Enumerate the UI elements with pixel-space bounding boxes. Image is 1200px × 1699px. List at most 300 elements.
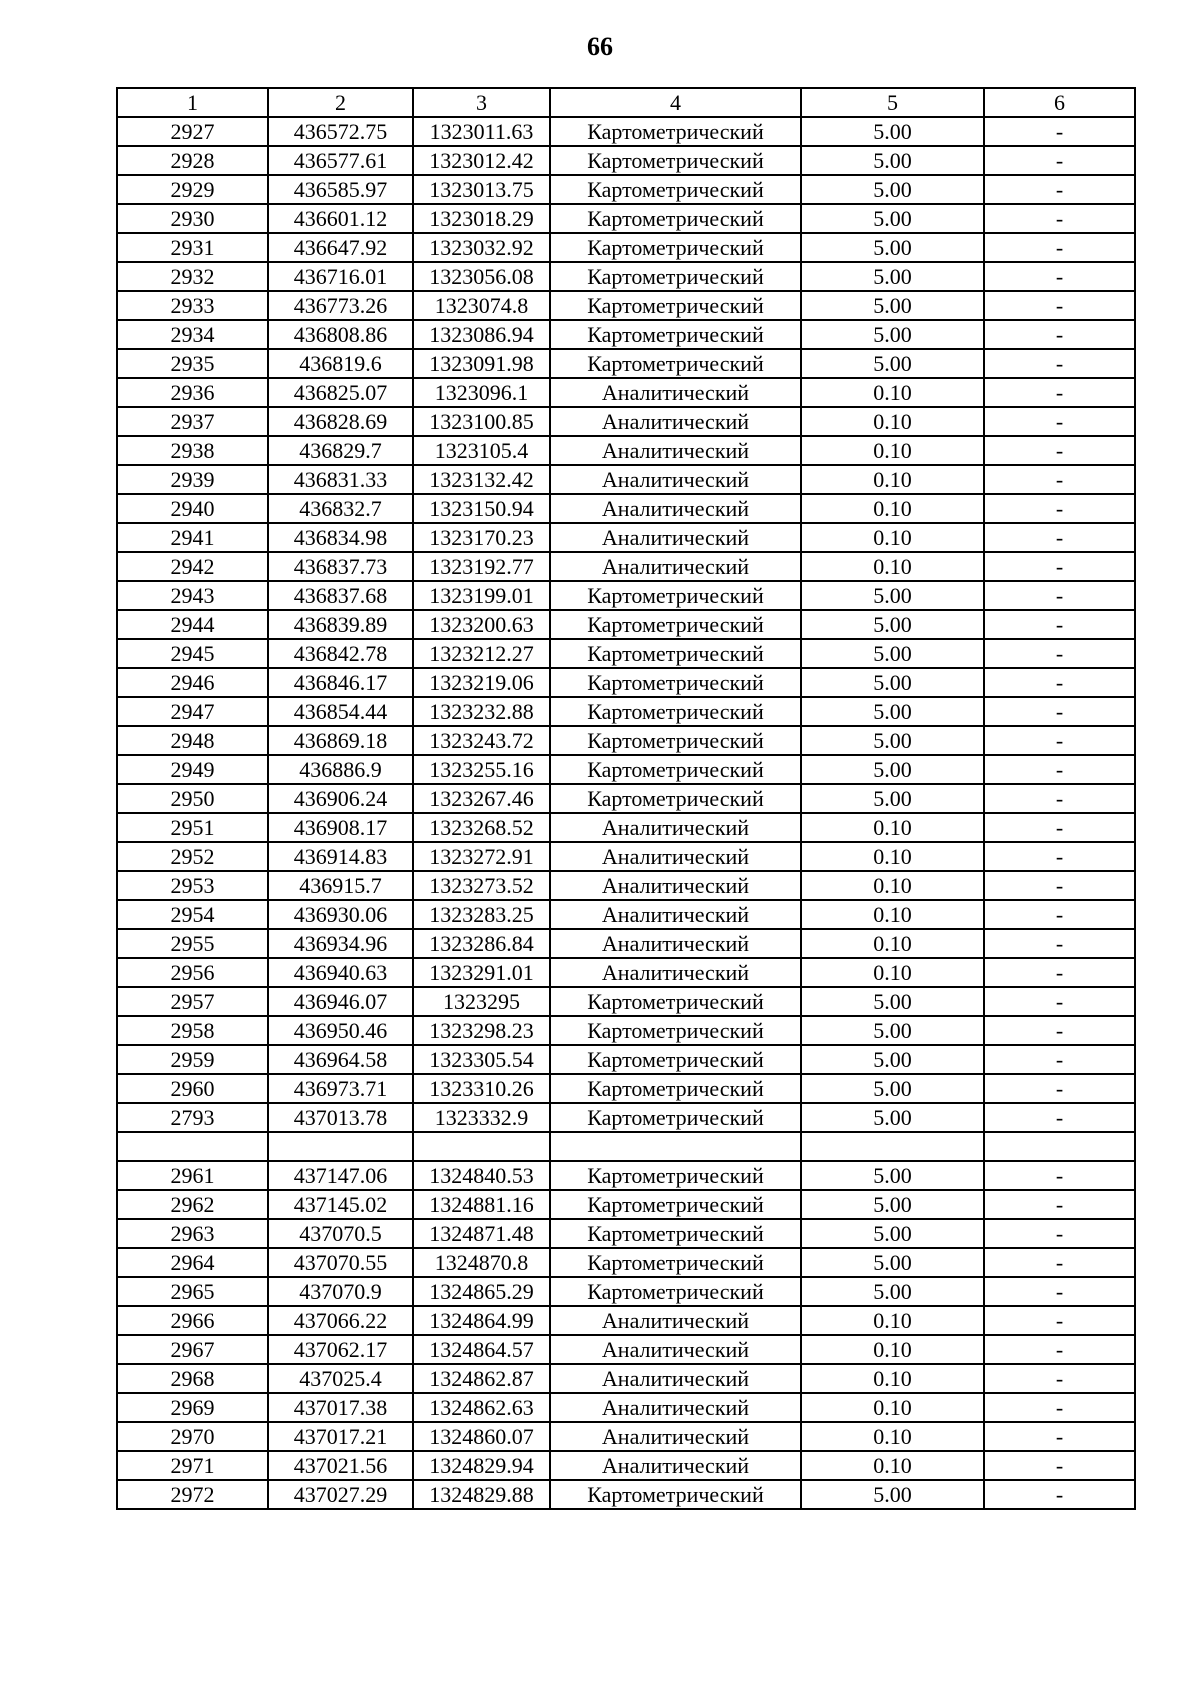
table-row [117,958,1135,987]
method-cell: Картометрический [550,1074,801,1103]
description-cell: - [984,1016,1135,1045]
description-cell: - [984,929,1135,958]
column-header: 6 [984,88,1135,117]
y-coordinate-cell: 1323100.85 [413,407,550,436]
table-row [117,842,1135,871]
x-coordinate-cell: 436950.46 [268,1016,413,1045]
table-row [117,1074,1135,1103]
description-cell: - [984,1190,1135,1219]
description-cell: - [984,233,1135,262]
accuracy-cell: 0.10 [801,842,984,871]
description-cell: - [984,1219,1135,1248]
accuracy-cell: 5.00 [801,610,984,639]
x-coordinate-cell: 436854.44 [268,697,413,726]
table-row [117,1480,1135,1509]
description-cell: - [984,378,1135,407]
method-cell [550,1132,801,1161]
point-number-cell: 2937 [117,407,268,436]
accuracy-cell: 5.00 [801,1161,984,1190]
column-header: 4 [550,88,801,117]
point-number-cell: 2946 [117,668,268,697]
table-row [117,204,1135,233]
column-header: 1 [117,88,268,117]
point-number-cell: 2959 [117,1045,268,1074]
y-coordinate-cell: 1323091.98 [413,349,550,378]
x-coordinate-cell: 437027.29 [268,1480,413,1509]
method-cell: Картометрический [550,349,801,378]
table-row [117,1190,1135,1219]
accuracy-cell: 0.10 [801,1335,984,1364]
accuracy-cell: 5.00 [801,117,984,146]
y-coordinate-cell: 1323273.52 [413,871,550,900]
method-cell: Аналитический [550,494,801,523]
y-coordinate-cell: 1323199.01 [413,581,550,610]
accuracy-cell: 5.00 [801,1277,984,1306]
description-cell: - [984,1248,1135,1277]
point-number-cell: 2928 [117,146,268,175]
y-coordinate-cell: 1324864.99 [413,1306,550,1335]
x-coordinate-cell: 436832.7 [268,494,413,523]
point-number-cell: 2953 [117,871,268,900]
method-cell: Картометрический [550,146,801,175]
point-number-cell: 2944 [117,610,268,639]
method-cell: Аналитический [550,465,801,494]
description-cell: - [984,1161,1135,1190]
point-number-cell: 2943 [117,581,268,610]
description-cell: - [984,697,1135,726]
table-row [117,987,1135,1016]
description-cell [984,1132,1135,1161]
point-number-cell: 2931 [117,233,268,262]
description-cell: - [984,1074,1135,1103]
table-row [117,755,1135,784]
point-number-cell: 2965 [117,1277,268,1306]
table-row [117,465,1135,494]
accuracy-cell: 0.10 [801,1422,984,1451]
y-coordinate-cell: 1323332.9 [413,1103,550,1132]
y-coordinate-cell: 1324840.53 [413,1161,550,1190]
x-coordinate-cell: 436906.24 [268,784,413,813]
point-number-cell: 2939 [117,465,268,494]
accuracy-cell: 0.10 [801,436,984,465]
method-cell: Картометрический [550,204,801,233]
description-cell: - [984,552,1135,581]
accuracy-cell: 5.00 [801,668,984,697]
method-cell: Картометрический [550,1219,801,1248]
description-cell: - [984,349,1135,378]
method-cell: Аналитический [550,1335,801,1364]
description-cell: - [984,465,1135,494]
method-cell: Картометрический [550,639,801,668]
point-number-cell: 2945 [117,639,268,668]
point-number-cell: 2962 [117,1190,268,1219]
description-cell: - [984,668,1135,697]
table-row [117,1451,1135,1480]
description-cell: - [984,1306,1135,1335]
y-coordinate-cell: 1323295 [413,987,550,1016]
point-number-cell: 2966 [117,1306,268,1335]
point-number-cell: 2932 [117,262,268,291]
table-row [117,1016,1135,1045]
table-row [117,262,1135,291]
table-row [117,1045,1135,1074]
accuracy-cell: 5.00 [801,204,984,233]
method-cell: Аналитический [550,1422,801,1451]
point-number-cell: 2934 [117,320,268,349]
method-cell: Аналитический [550,842,801,871]
table-row [117,929,1135,958]
accuracy-cell: 5.00 [801,233,984,262]
description-cell: - [984,842,1135,871]
x-coordinate-cell: 436834.98 [268,523,413,552]
table-row [117,813,1135,842]
page-number: 66 [587,32,613,61]
table-row [117,291,1135,320]
description-cell: - [984,987,1135,1016]
description-cell: - [984,1364,1135,1393]
accuracy-cell: 5.00 [801,755,984,784]
accuracy-cell: 5.00 [801,1074,984,1103]
method-cell: Картометрический [550,697,801,726]
point-number-cell: 2958 [117,1016,268,1045]
method-cell: Аналитический [550,378,801,407]
table-row [117,639,1135,668]
table-row [117,900,1135,929]
description-cell: - [984,726,1135,755]
accuracy-cell: 5.00 [801,1045,984,1074]
x-coordinate-cell: 437017.21 [268,1422,413,1451]
y-coordinate-cell: 1323096.1 [413,378,550,407]
x-coordinate-cell: 437025.4 [268,1364,413,1393]
accuracy-cell: 5.00 [801,262,984,291]
y-coordinate-cell: 1323232.88 [413,697,550,726]
table-row [117,1364,1135,1393]
point-number-cell: 2938 [117,436,268,465]
method-cell: Картометрический [550,1190,801,1219]
point-number-cell: 2927 [117,117,268,146]
table-row [117,610,1135,639]
x-coordinate-cell: 436829.7 [268,436,413,465]
y-coordinate-cell: 1324864.57 [413,1335,550,1364]
point-number-cell: 2952 [117,842,268,871]
accuracy-cell: 5.00 [801,784,984,813]
table-row [117,407,1135,436]
table-row [117,378,1135,407]
point-number-cell: 2960 [117,1074,268,1103]
point-number-cell: 2961 [117,1161,268,1190]
description-cell: - [984,900,1135,929]
accuracy-cell: 5.00 [801,987,984,1016]
y-coordinate-cell: 1324829.88 [413,1480,550,1509]
method-cell: Аналитический [550,813,801,842]
description-cell: - [984,784,1135,813]
y-coordinate-cell: 1324870.8 [413,1248,550,1277]
x-coordinate-cell: 437021.56 [268,1451,413,1480]
accuracy-cell: 5.00 [801,1480,984,1509]
x-coordinate-cell: 436585.97 [268,175,413,204]
point-number-cell: 2972 [117,1480,268,1509]
table-row [117,726,1135,755]
accuracy-cell: 5.00 [801,1219,984,1248]
y-coordinate-cell: 1323105.4 [413,436,550,465]
x-coordinate-cell: 436839.89 [268,610,413,639]
point-number-cell: 2963 [117,1219,268,1248]
accuracy-cell: 0.10 [801,871,984,900]
x-coordinate-cell: 436964.58 [268,1045,413,1074]
method-cell: Картометрический [550,262,801,291]
x-coordinate-cell: 437070.55 [268,1248,413,1277]
method-cell: Картометрический [550,1248,801,1277]
point-number-cell: 2941 [117,523,268,552]
x-coordinate-cell: 436808.86 [268,320,413,349]
point-number-cell: 2948 [117,726,268,755]
table-row [117,552,1135,581]
point-number-cell: 2942 [117,552,268,581]
y-coordinate-cell: 1323219.06 [413,668,550,697]
table-row [117,1219,1135,1248]
y-coordinate-cell: 1323132.42 [413,465,550,494]
point-number-cell: 2793 [117,1103,268,1132]
method-cell: Картометрический [550,987,801,1016]
accuracy-cell: 5.00 [801,726,984,755]
accuracy-cell: 5.00 [801,1248,984,1277]
method-cell: Картометрический [550,291,801,320]
y-coordinate-cell: 1323018.29 [413,204,550,233]
description-cell: - [984,639,1135,668]
x-coordinate-cell: 436886.9 [268,755,413,784]
description-cell: - [984,1045,1135,1074]
accuracy-cell: 0.10 [801,1393,984,1422]
y-coordinate-cell: 1324860.07 [413,1422,550,1451]
x-coordinate-cell: 436915.7 [268,871,413,900]
y-coordinate-cell: 1324881.16 [413,1190,550,1219]
point-number-cell [117,1132,268,1161]
method-cell: Картометрический [550,117,801,146]
method-cell: Аналитический [550,958,801,987]
point-number-cell: 2967 [117,1335,268,1364]
x-coordinate-cell: 437013.78 [268,1103,413,1132]
method-cell: Картометрический [550,1480,801,1509]
y-coordinate-cell: 1323291.01 [413,958,550,987]
y-coordinate-cell: 1323310.26 [413,1074,550,1103]
description-cell: - [984,1393,1135,1422]
x-coordinate-cell: 437066.22 [268,1306,413,1335]
description-cell: - [984,1103,1135,1132]
point-number-cell: 2954 [117,900,268,929]
method-cell: Аналитический [550,871,801,900]
table-row [117,1132,1135,1161]
point-number-cell: 2947 [117,697,268,726]
point-number-cell: 2951 [117,813,268,842]
method-cell: Картометрический [550,755,801,784]
table-row [117,1248,1135,1277]
point-number-cell: 2936 [117,378,268,407]
point-number-cell: 2930 [117,204,268,233]
x-coordinate-cell: 436572.75 [268,117,413,146]
table-row [117,523,1135,552]
point-number-cell: 2970 [117,1422,268,1451]
method-cell: Картометрический [550,233,801,262]
method-cell: Аналитический [550,900,801,929]
description-cell: - [984,436,1135,465]
method-cell: Картометрический [550,581,801,610]
table-row [117,494,1135,523]
description-cell: - [984,1451,1135,1480]
x-coordinate-cell: 436973.71 [268,1074,413,1103]
description-cell: - [984,958,1135,987]
y-coordinate-cell: 1323056.08 [413,262,550,291]
accuracy-cell [801,1132,984,1161]
description-cell: - [984,1480,1135,1509]
description-cell: - [984,1277,1135,1306]
accuracy-cell: 0.10 [801,407,984,436]
accuracy-cell: 5.00 [801,291,984,320]
x-coordinate-cell: 436846.17 [268,668,413,697]
method-cell: Аналитический [550,1451,801,1480]
x-coordinate-cell: 437147.06 [268,1161,413,1190]
method-cell: Картометрический [550,668,801,697]
table-row [117,1103,1135,1132]
description-cell: - [984,1422,1135,1451]
table-row [117,117,1135,146]
accuracy-cell: 0.10 [801,494,984,523]
accuracy-cell: 0.10 [801,465,984,494]
x-coordinate-cell: 436601.12 [268,204,413,233]
accuracy-cell: 0.10 [801,1306,984,1335]
accuracy-cell: 0.10 [801,1364,984,1393]
y-coordinate-cell: 1323268.52 [413,813,550,842]
description-cell: - [984,871,1135,900]
column-header: 3 [413,88,550,117]
point-number-cell: 2950 [117,784,268,813]
x-coordinate-cell: 437070.5 [268,1219,413,1248]
accuracy-cell: 0.10 [801,552,984,581]
y-coordinate-cell: 1323305.54 [413,1045,550,1074]
accuracy-cell: 0.10 [801,958,984,987]
table-row [117,581,1135,610]
point-number-cell: 2971 [117,1451,268,1480]
x-coordinate-cell: 436716.01 [268,262,413,291]
y-coordinate-cell: 1324862.87 [413,1364,550,1393]
method-cell: Картометрический [550,1161,801,1190]
y-coordinate-cell: 1323283.25 [413,900,550,929]
point-number-cell: 2929 [117,175,268,204]
y-coordinate-cell: 1323298.23 [413,1016,550,1045]
x-coordinate-cell: 437070.9 [268,1277,413,1306]
point-number-cell: 2957 [117,987,268,1016]
table-row [117,233,1135,262]
accuracy-cell: 0.10 [801,813,984,842]
table-header-row [117,88,1135,117]
accuracy-cell: 5.00 [801,1016,984,1045]
x-coordinate-cell: 436577.61 [268,146,413,175]
description-cell: - [984,320,1135,349]
table-row [117,668,1135,697]
x-coordinate-cell: 436773.26 [268,291,413,320]
y-coordinate-cell [413,1132,550,1161]
accuracy-cell: 5.00 [801,349,984,378]
point-number-cell: 2949 [117,755,268,784]
description-cell: - [984,262,1135,291]
x-coordinate-cell: 436842.78 [268,639,413,668]
accuracy-cell: 5.00 [801,1190,984,1219]
table-body [117,117,1135,1509]
accuracy-cell: 0.10 [801,1451,984,1480]
x-coordinate-cell: 436914.83 [268,842,413,871]
accuracy-cell: 5.00 [801,639,984,668]
table-row [117,871,1135,900]
x-coordinate-cell: 436825.07 [268,378,413,407]
x-coordinate-cell: 436647.92 [268,233,413,262]
y-coordinate-cell: 1323212.27 [413,639,550,668]
x-coordinate-cell: 437017.38 [268,1393,413,1422]
point-number-cell: 2935 [117,349,268,378]
point-number-cell: 2940 [117,494,268,523]
x-coordinate-cell [268,1132,413,1161]
x-coordinate-cell: 436837.73 [268,552,413,581]
point-number-cell: 2955 [117,929,268,958]
description-cell: - [984,291,1135,320]
description-cell: - [984,1335,1135,1364]
coordinates-table [116,87,1136,1510]
table-row [117,1335,1135,1364]
column-header: 2 [268,88,413,117]
accuracy-cell: 5.00 [801,320,984,349]
accuracy-cell: 5.00 [801,697,984,726]
method-cell: Аналитический [550,523,801,552]
description-cell: - [984,755,1135,784]
table-row [117,1393,1135,1422]
method-cell: Картометрический [550,1016,801,1045]
description-cell: - [984,581,1135,610]
table-row [117,1161,1135,1190]
y-coordinate-cell: 1323200.63 [413,610,550,639]
method-cell: Картометрический [550,1103,801,1132]
method-cell: Аналитический [550,1364,801,1393]
table-row [117,349,1135,378]
description-cell: - [984,494,1135,523]
y-coordinate-cell: 1323086.94 [413,320,550,349]
method-cell: Картометрический [550,175,801,204]
y-coordinate-cell: 1323272.91 [413,842,550,871]
method-cell: Картометрический [550,726,801,755]
description-cell: - [984,523,1135,552]
method-cell: Картометрический [550,784,801,813]
table-row [117,436,1135,465]
description-cell: - [984,610,1135,639]
y-coordinate-cell: 1323074.8 [413,291,550,320]
accuracy-cell: 5.00 [801,581,984,610]
description-cell: - [984,117,1135,146]
point-number-cell: 2964 [117,1248,268,1277]
y-coordinate-cell: 1323267.46 [413,784,550,813]
accuracy-cell: 5.00 [801,146,984,175]
accuracy-cell: 0.10 [801,378,984,407]
accuracy-cell: 5.00 [801,1103,984,1132]
table-row [117,320,1135,349]
method-cell: Картометрический [550,1045,801,1074]
x-coordinate-cell: 436940.63 [268,958,413,987]
description-cell: - [984,813,1135,842]
table-row [117,1422,1135,1451]
y-coordinate-cell: 1324865.29 [413,1277,550,1306]
method-cell: Картометрический [550,610,801,639]
description-cell: - [984,407,1135,436]
x-coordinate-cell: 437145.02 [268,1190,413,1219]
x-coordinate-cell: 436869.18 [268,726,413,755]
accuracy-cell: 0.10 [801,523,984,552]
x-coordinate-cell: 436831.33 [268,465,413,494]
